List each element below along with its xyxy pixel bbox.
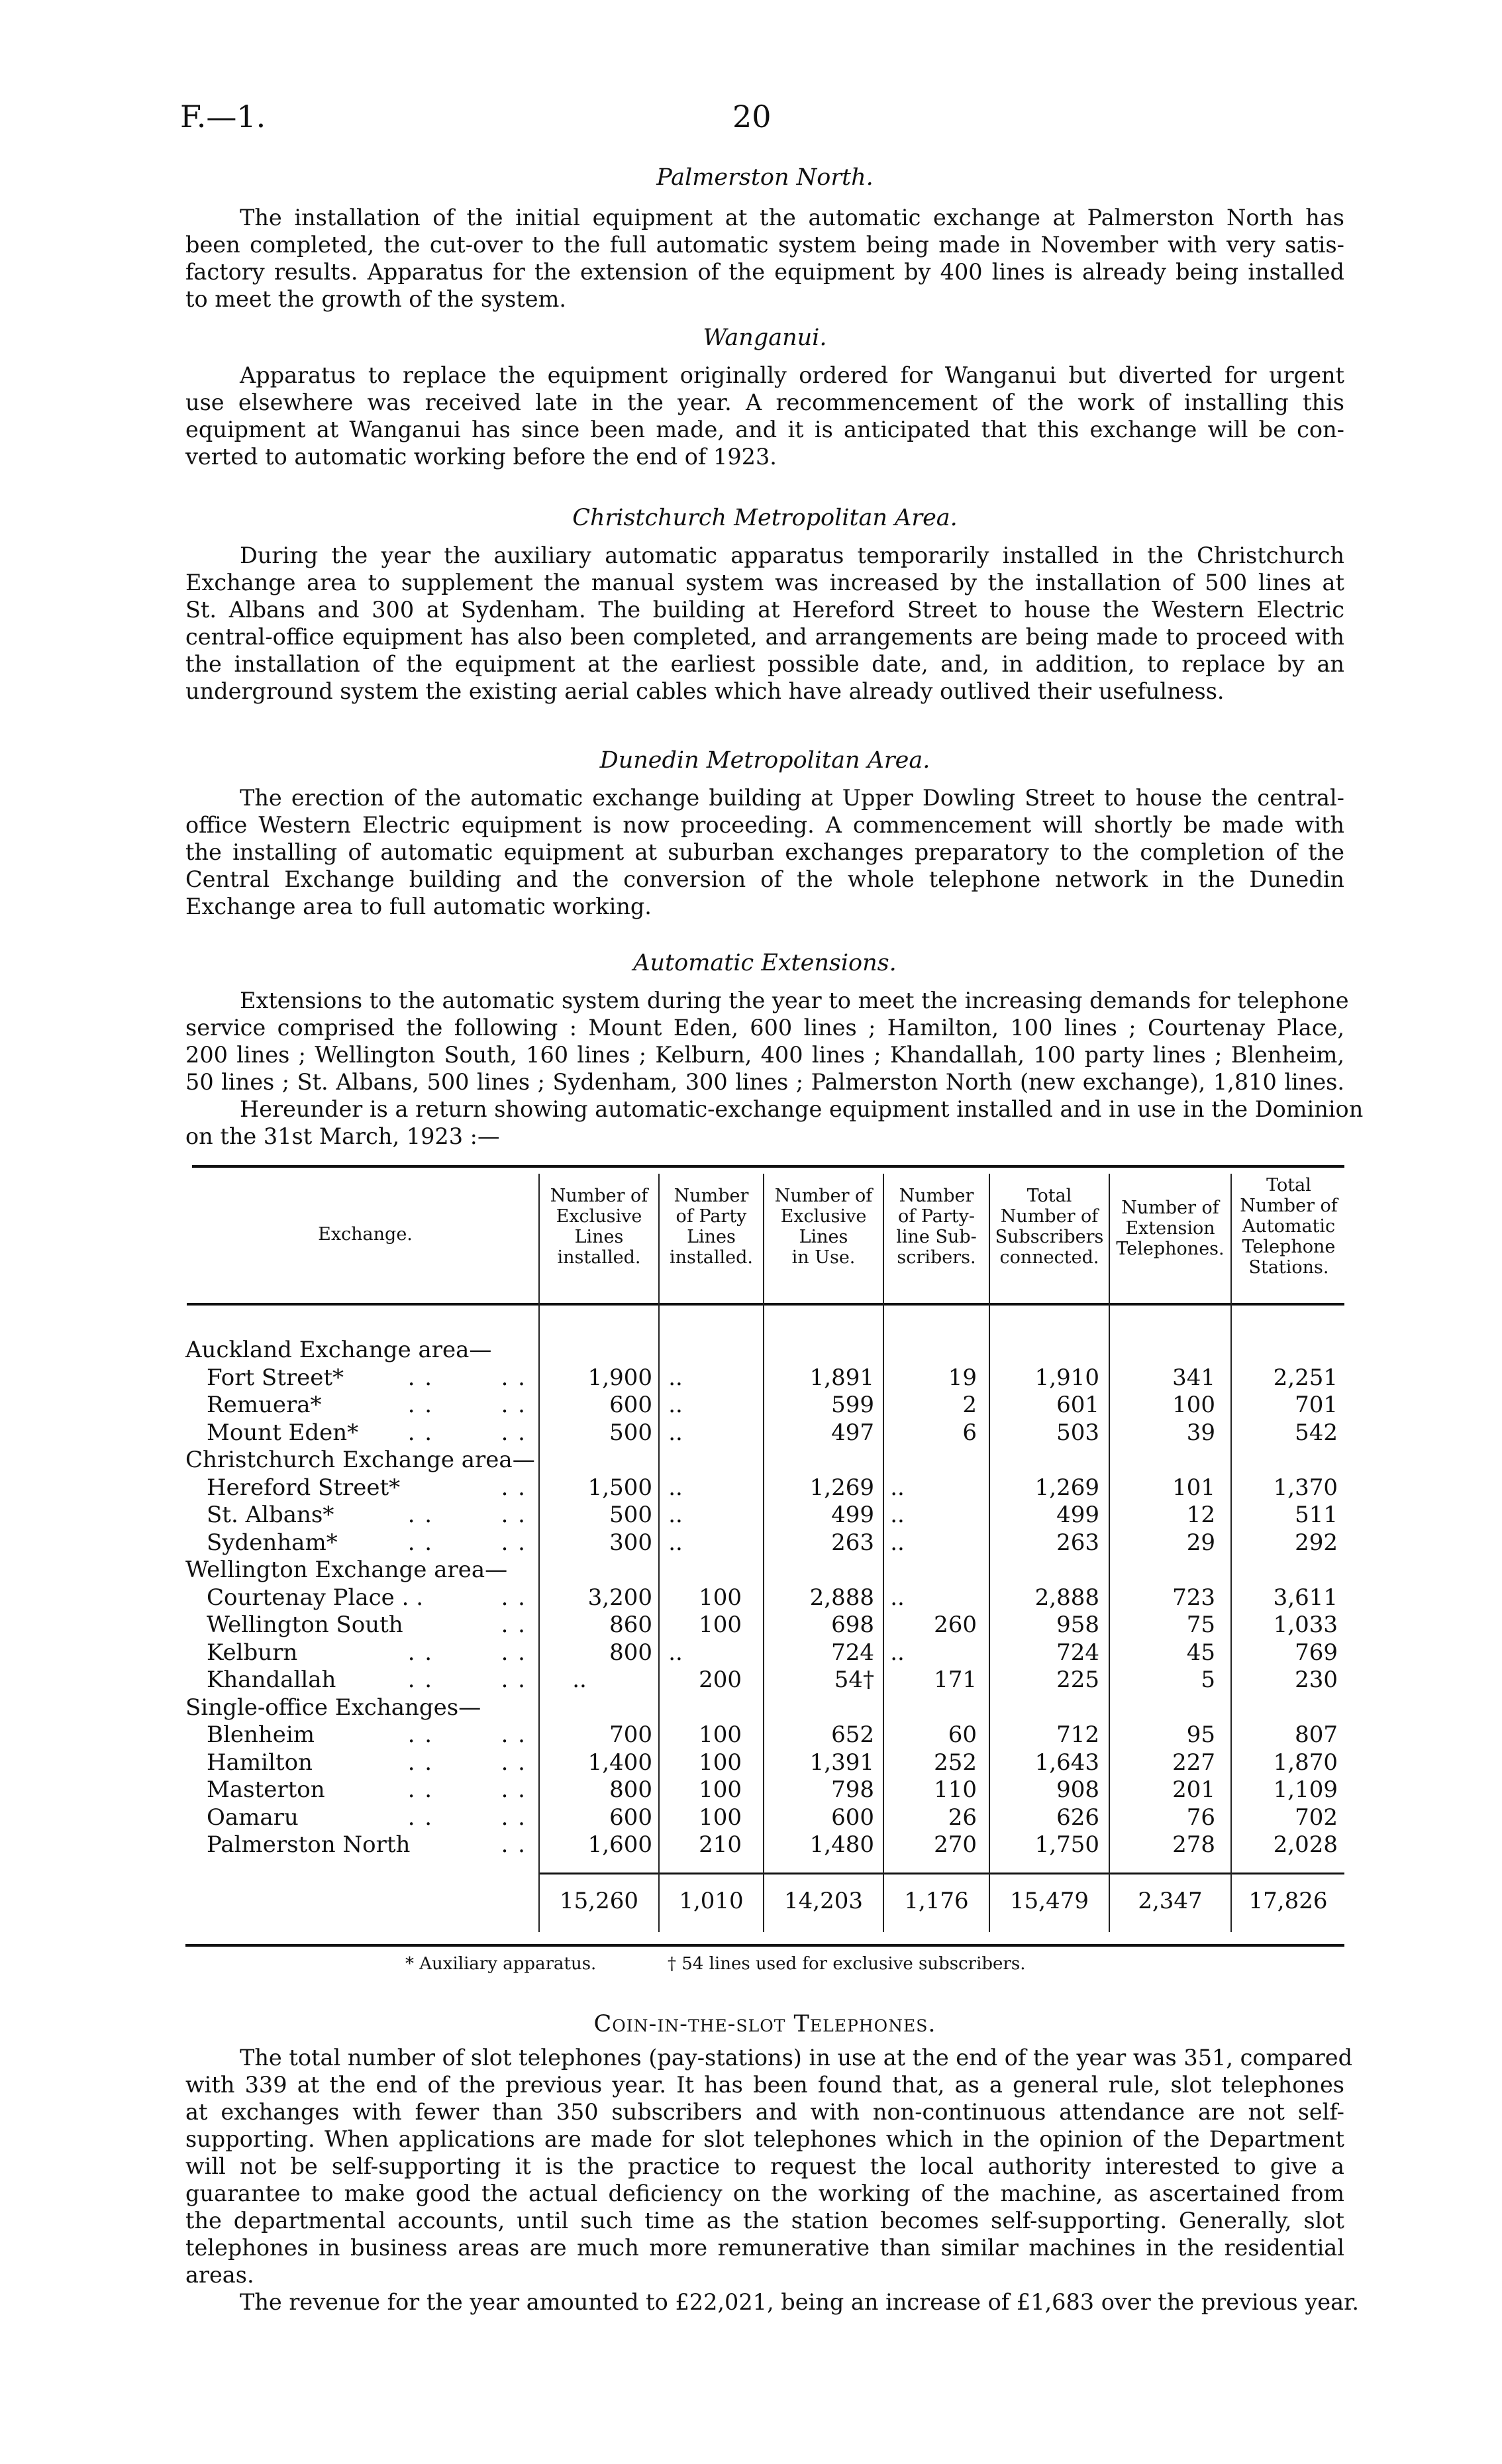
table-cell: 500 <box>609 1502 652 1528</box>
page-number: 20 <box>732 99 772 134</box>
table-cell: 860 <box>609 1612 652 1638</box>
table-cell: 601 <box>1056 1392 1099 1418</box>
leader-dots: . . . . <box>407 1804 526 1831</box>
table-cell: 100 <box>699 1721 742 1748</box>
table-cell: 2 <box>962 1392 977 1418</box>
header-line: Total <box>1026 1186 1072 1206</box>
table-cell: .. <box>668 1639 683 1666</box>
table-cell: 712 <box>1056 1721 1099 1748</box>
table-cell: 1,370 <box>1273 1474 1338 1501</box>
section-title-wanganui: Wanganui. <box>703 325 827 351</box>
column-header-party-subscribers <box>884 1186 989 1268</box>
table-bottom-rule <box>185 1944 1344 1947</box>
column-header-exchange <box>192 1224 538 1245</box>
table-row-label: Courtenay Place . . <box>207 1584 424 1611</box>
leader-dots: . . . . <box>407 1721 526 1748</box>
table-cell: 499 <box>831 1502 874 1528</box>
table-row-label: Masterton <box>207 1776 325 1803</box>
column-header-total-stations <box>1232 1175 1346 1278</box>
text-line: Extensions to the automatic system during the year to meet the increasing demands for telephone <box>240 988 1349 1013</box>
table-cell: 1,891 <box>809 1364 874 1391</box>
text-line: with 339 at the end of the previous year. It has been found that, as a general rule, slot telephones <box>185 2072 1344 2098</box>
table-cell: 45 <box>1186 1639 1215 1666</box>
text-line: Apparatus to replace the equipment originally ordered for Wanganui but diverted for urgent <box>240 362 1344 388</box>
table-cell: 1,033 <box>1273 1612 1338 1638</box>
table-row-label: St. Albans* <box>207 1502 334 1528</box>
table-cell: 600 <box>609 1804 652 1831</box>
table-cell: 1,643 <box>1034 1749 1099 1776</box>
table-cell: 1,900 <box>587 1364 652 1391</box>
table-total-cell: 2,347 <box>1138 1888 1203 1914</box>
text-line: equipment at Wanganui has since been made, and it is anticipated that this exchange will be con- <box>185 417 1344 442</box>
paragraph-christchurch <box>185 542 1344 705</box>
leader-dots: . . . . <box>407 1667 526 1693</box>
table-cell: 100 <box>699 1804 742 1831</box>
leader-dots: . . . . <box>407 1639 526 1666</box>
text-line: guarantee to make good the actual deficiency on the working of the machine, as ascertained from <box>185 2181 1344 2206</box>
header-line: connected. <box>999 1247 1099 1268</box>
section-title-automatic-extensions: Automatic Extensions. <box>633 950 897 976</box>
table-row-label: Fort Street* <box>207 1364 344 1391</box>
table-cell: 100 <box>699 1584 742 1611</box>
table-cell: 1,750 <box>1034 1831 1099 1858</box>
table-cell: .. <box>668 1364 683 1391</box>
table-total-cell: 1,176 <box>904 1888 969 1914</box>
table-cell: .. <box>890 1502 905 1528</box>
table-cell: 958 <box>1056 1612 1099 1638</box>
table-total-cell: 17,826 <box>1248 1888 1328 1914</box>
table-cell: 807 <box>1295 1721 1338 1748</box>
paragraph-palmerston-north <box>185 204 1344 313</box>
table-cell: 60 <box>948 1721 977 1748</box>
table-group-label: Single-office Exchanges— <box>185 1694 481 1721</box>
text-line: the departmental accounts, until such time as the station becomes self-supporting. Generally, slot <box>185 2208 1344 2233</box>
table-cell: 700 <box>609 1721 652 1748</box>
header-line: Extension <box>1125 1218 1215 1239</box>
table-row-label: Khandallah <box>207 1667 336 1693</box>
table-cell: 702 <box>1295 1804 1338 1831</box>
table-total-cell: 14,203 <box>784 1888 863 1914</box>
table-cell: 3,611 <box>1273 1584 1338 1611</box>
header-line: Number of <box>774 1186 873 1206</box>
table-cell: 100 <box>699 1776 742 1803</box>
text-line: at exchanges with fewer than 350 subscribers and with non-continuous attendance are not self- <box>185 2099 1344 2125</box>
table-cell: 1,600 <box>587 1831 652 1858</box>
table-cell: 499 <box>1056 1502 1099 1528</box>
table-cell: .. <box>890 1584 905 1611</box>
table-group-label: Auckland Exchange area— <box>185 1337 492 1363</box>
table-cell: 1,480 <box>809 1831 874 1858</box>
table-cell: 723 <box>1172 1584 1215 1611</box>
column-header-exclusive-in-use <box>764 1186 883 1268</box>
leader-dots: . . . . <box>407 1529 526 1556</box>
text-line: underground system the existing aerial cables which have already outlived their usefulness. <box>185 678 1225 704</box>
section-title-palmerston-north: Palmerston North. <box>656 164 874 191</box>
table-cell: 626 <box>1056 1804 1099 1831</box>
column-divider <box>538 1174 540 1932</box>
leader-dots: . . . . <box>407 1419 526 1446</box>
table-cell: 497 <box>831 1419 874 1446</box>
table-cell: 1,500 <box>587 1474 652 1501</box>
header-line: Number of <box>1000 1206 1099 1227</box>
table-totals-rule <box>540 1873 1344 1874</box>
table-cell: 511 <box>1295 1502 1338 1528</box>
table-cell: 75 <box>1186 1612 1215 1638</box>
table-cell: 599 <box>831 1392 874 1418</box>
leader-dots: . . . . <box>407 1364 526 1391</box>
table-cell: 110 <box>934 1776 977 1803</box>
text-line: central-office equipment has also been completed, and arrangements are being made to proceed with <box>185 624 1344 650</box>
table-cell: 701 <box>1295 1392 1338 1418</box>
table-cell: 800 <box>609 1776 652 1803</box>
table-cell: .. <box>890 1529 905 1556</box>
header-line: line Sub- <box>896 1227 977 1247</box>
header-line: Lines <box>799 1227 848 1247</box>
table-cell: 600 <box>831 1804 874 1831</box>
table-cell: 54† <box>834 1667 874 1693</box>
text-line: 50 lines ; St. Albans, 500 lines ; Sydenham, 300 lines ; Palmerston North (new exchange), 1,810 lines. <box>185 1069 1344 1095</box>
header-line: Number of <box>550 1186 648 1206</box>
text-line: The total number of slot telephones (pay-stations) in use at the end of the year was 351, compared <box>240 2045 1353 2071</box>
table-cell: 652 <box>831 1721 874 1748</box>
table-cell: .. <box>668 1392 683 1418</box>
table-cell: 12 <box>1186 1502 1215 1528</box>
table-row-label: Sydenham* <box>207 1529 338 1556</box>
table-cell: 1,269 <box>809 1474 874 1501</box>
table-cell: 1,870 <box>1273 1749 1338 1776</box>
table-row-label: Remuera* <box>207 1392 322 1418</box>
table-cell: 1,910 <box>1034 1364 1099 1391</box>
table-cell: 724 <box>831 1639 874 1666</box>
paragraph-coin-telephones <box>185 2044 1360 2316</box>
text-line: areas. <box>185 2262 254 2288</box>
table-cell: 908 <box>1056 1776 1099 1803</box>
paragraph-automatic-extensions <box>185 987 1364 1150</box>
header-line: Number of <box>1240 1196 1338 1216</box>
header-line: of Party <box>676 1206 747 1227</box>
table-row-label: Blenheim <box>207 1721 315 1748</box>
table-cell: 5 <box>1201 1667 1215 1693</box>
header-line: Exclusive <box>780 1206 867 1227</box>
table-cell: 100 <box>699 1612 742 1638</box>
table-cell: 201 <box>1172 1776 1215 1803</box>
column-header-exclusive-installed <box>540 1186 658 1268</box>
text-line: on the 31st March, 1923 :— <box>185 1123 500 1149</box>
header-line: Number of <box>1121 1198 1219 1218</box>
header-line: in Use. <box>791 1247 856 1268</box>
table-cell: 2,888 <box>809 1584 874 1611</box>
leader-dots: . . <box>501 1584 526 1611</box>
table-group-label: Wellington Exchange area— <box>185 1557 508 1583</box>
table-cell: 39 <box>1186 1419 1215 1446</box>
footnote-auxiliary: * Auxiliary apparatus. <box>405 1954 597 1974</box>
section-title-dunedin: Dunedin Metropolitan Area. <box>599 747 930 774</box>
text-line: will not be self-supporting it is the practice to request the local authority interested to give a <box>185 2153 1344 2179</box>
table-cell: 95 <box>1186 1721 1215 1748</box>
table-cell: 542 <box>1295 1419 1338 1446</box>
table-header-rule <box>187 1303 1344 1306</box>
text-line: During the year the auxiliary automatic apparatus temporarily installed in the Christchurch <box>240 542 1344 568</box>
column-divider <box>763 1174 764 1932</box>
header-line: Exchange. <box>318 1224 413 1245</box>
table-cell: 300 <box>609 1529 652 1556</box>
table-cell: 270 <box>934 1831 977 1858</box>
header-line: Total <box>1266 1175 1311 1196</box>
table-cell: 225 <box>1056 1667 1099 1693</box>
table-cell: 26 <box>948 1804 977 1831</box>
column-header-extension-telephones <box>1110 1198 1230 1259</box>
header-line: Stations. <box>1248 1257 1329 1278</box>
text-line: the installation of the equipment at the earliest possible date, and, in addition, to replace by an <box>185 651 1344 677</box>
table-row-label: Hereford Street* <box>207 1474 401 1501</box>
table-cell: 2,888 <box>1034 1584 1099 1611</box>
table-cell: 2,251 <box>1273 1364 1338 1391</box>
table-cell: 724 <box>1056 1639 1099 1666</box>
table-row-label: Palmerston North <box>207 1831 411 1858</box>
table-top-rule <box>192 1165 1344 1168</box>
text-line: St. Albans and 300 at Sydenham. The building at Hereford Street to house the Western Electric <box>185 597 1344 623</box>
table-cell: 600 <box>609 1392 652 1418</box>
table-cell: 698 <box>831 1612 874 1638</box>
header-line: installed. <box>670 1247 753 1268</box>
table-cell: 260 <box>934 1612 977 1638</box>
text-line: the installing of automatic equipment at suburban exchanges preparatory to the completion of the <box>185 839 1344 865</box>
table-cell: .. <box>668 1474 683 1501</box>
table-cell: 76 <box>1186 1804 1215 1831</box>
table-cell: 503 <box>1056 1419 1099 1446</box>
header-line: Exclusive <box>556 1206 642 1227</box>
table-cell: 227 <box>1172 1749 1215 1776</box>
header-line: Subscribers <box>995 1227 1104 1247</box>
table-cell: 500 <box>609 1419 652 1446</box>
table-row-label: Oamaru <box>207 1804 299 1831</box>
table-cell: .. <box>572 1667 587 1693</box>
text-line: The revenue for the year amounted to £22,021, being an increase of £1,683 over the previous year. <box>240 2289 1360 2315</box>
text-line: been completed, the cut-over to the full automatic system being made in November with very satis- <box>185 232 1344 258</box>
table-cell: 800 <box>609 1639 652 1666</box>
table-cell: 263 <box>1056 1529 1099 1556</box>
table-cell: 19 <box>948 1364 977 1391</box>
text-line: 200 lines ; Wellington South, 160 lines ; Kelburn, 400 lines ; Khandallah, 100 party lines ; Blenheim, <box>185 1042 1344 1068</box>
header-line: Lines <box>687 1227 736 1247</box>
leader-dots: . . . . <box>407 1749 526 1776</box>
table-row-label: Mount Eden* <box>207 1419 359 1446</box>
table-cell: 1,391 <box>809 1749 874 1776</box>
table-total-cell: 15,260 <box>560 1888 638 1914</box>
table-cell: 769 <box>1295 1639 1338 1666</box>
table-cell: .. <box>890 1474 905 1501</box>
text-line: to meet the growth of the system. <box>185 286 567 312</box>
table-cell: 252 <box>934 1749 977 1776</box>
text-line: Hereunder is a return showing automatic-exchange equipment installed and in use in the Dominion <box>240 1096 1364 1122</box>
text-line: The erection of the automatic exchange building at Upper Dowling Street to house the central- <box>240 785 1344 811</box>
table-group-label: Christchurch Exchange area— <box>185 1447 535 1473</box>
column-header-total-subscribers <box>990 1186 1109 1268</box>
header-line: Lines <box>574 1227 624 1247</box>
table-cell: 100 <box>1172 1392 1215 1418</box>
table-row-label: Hamilton <box>207 1749 313 1776</box>
table-row-label: Wellington South <box>207 1612 403 1638</box>
table-cell: 278 <box>1172 1831 1215 1858</box>
table-cell: 230 <box>1295 1667 1338 1693</box>
text-line: use elsewhere was received late in the year. A recommencement of the work of installing this <box>185 389 1344 415</box>
header-line: scribers. <box>897 1247 976 1268</box>
table-cell: .. <box>890 1639 905 1666</box>
table-cell: 100 <box>699 1749 742 1776</box>
header-line: Number <box>674 1186 749 1206</box>
text-line: service comprised the following : Mount Eden, 600 lines ; Hamilton, 100 lines ; Courtenay Place, <box>185 1015 1344 1041</box>
leader-dots: . . <box>501 1474 526 1501</box>
leader-dots: . . <box>501 1612 526 1638</box>
document-reference: F.—1. <box>180 99 266 134</box>
table-total-cell: 1,010 <box>679 1888 744 1914</box>
text-line: supporting. When applications are made for slot telephones which in the opinion of the Department <box>185 2126 1344 2152</box>
table-row-label: Kelburn <box>207 1639 298 1666</box>
table-cell: 1,109 <box>1273 1776 1338 1803</box>
header-line: of Party- <box>897 1206 975 1227</box>
leader-dots: . . . . <box>407 1502 526 1528</box>
header-line: installed. <box>557 1247 641 1268</box>
text-line: telephones in business areas are much more remunerative than similar machines in the residential <box>185 2235 1344 2261</box>
text-line: factory results. Apparatus for the extension of the equipment by 400 lines is already being installed <box>185 259 1344 285</box>
table-cell: 798 <box>831 1776 874 1803</box>
section-title-coin-telephones: Coin-in-the-slot Telephones. <box>593 2011 936 2037</box>
table-cell: 29 <box>1186 1529 1215 1556</box>
footnote-dagger: † 54 lines used for exclusive subscribers. <box>668 1954 1026 1974</box>
column-divider <box>989 1174 990 1932</box>
table-cell: 210 <box>699 1831 742 1858</box>
table-cell: 200 <box>699 1667 742 1693</box>
table-cell: 171 <box>934 1667 977 1693</box>
table-cell: 3,200 <box>587 1584 652 1611</box>
table-cell: 6 <box>962 1419 977 1446</box>
text-line: office Western Electric equipment is now proceeding. A commencement will shortly be made with <box>185 812 1344 838</box>
text-line: Central Exchange building and the conversion of the whole telephone network in the Dunedin <box>185 866 1344 892</box>
header-line: Automatic <box>1242 1216 1336 1237</box>
column-header-party-installed <box>660 1186 763 1268</box>
table-total-cell: 15,479 <box>1010 1888 1089 1914</box>
text-line: verted to automatic working before the end of 1923. <box>185 444 777 470</box>
paragraph-wanganui <box>185 362 1344 470</box>
table-cell: 263 <box>831 1529 874 1556</box>
table-cell: 1,400 <box>587 1749 652 1776</box>
header-line: Number <box>899 1186 974 1206</box>
table-cell: .. <box>668 1502 683 1528</box>
table-cell: .. <box>668 1419 683 1446</box>
section-title-christchurch: Christchurch Metropolitan Area. <box>572 505 958 531</box>
text-line: Exchange area to supplement the manual system was increased by the installation of 500 lines at <box>185 570 1344 595</box>
text-line: The installation of the initial equipment at the automatic exchange at Palmerston North has <box>240 205 1344 231</box>
table-cell: 341 <box>1172 1364 1215 1391</box>
text-line: Exchange area to full automatic working. <box>185 894 652 919</box>
table-cell: 101 <box>1172 1474 1215 1501</box>
leader-dots: . . <box>501 1831 526 1858</box>
header-line: Telephones. <box>1116 1239 1225 1259</box>
table-cell: 1,269 <box>1034 1474 1099 1501</box>
leader-dots: . . . . <box>407 1392 526 1418</box>
table-cell: 292 <box>1295 1529 1338 1556</box>
header-line: Telephone <box>1242 1237 1336 1257</box>
leader-dots: . . . . <box>407 1776 526 1803</box>
table-cell: 2,028 <box>1273 1831 1338 1858</box>
table-cell: .. <box>668 1529 683 1556</box>
paragraph-dunedin <box>185 784 1344 920</box>
